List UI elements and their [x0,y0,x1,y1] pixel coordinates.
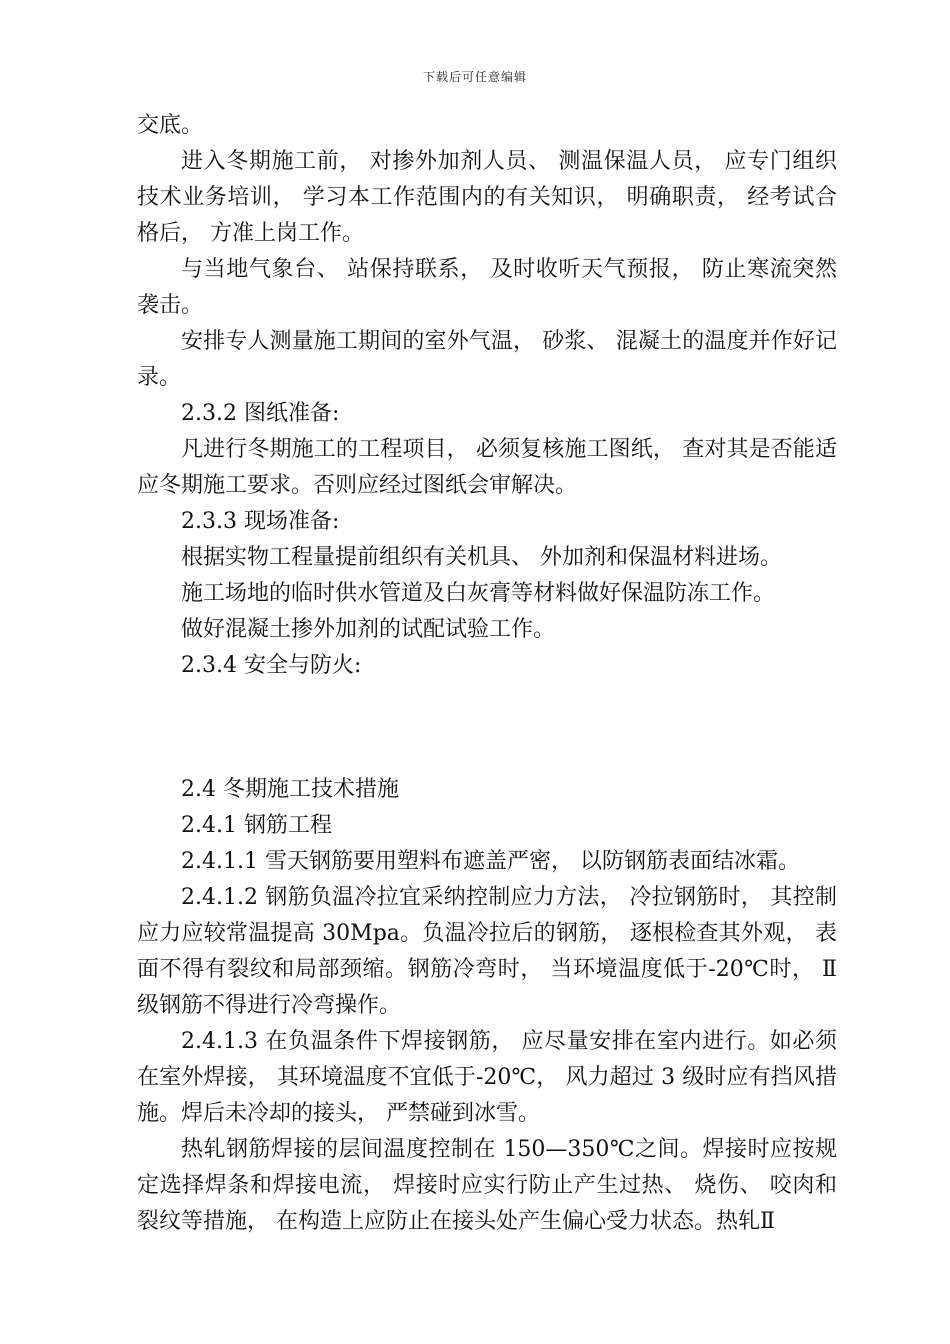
blank-space [137,684,837,772]
paragraph: 做好混凝土掺外加剂的试配试验工作。 [181,617,556,642]
paragraph: 2.4.1.1 雪天钢筋要用塑料布遮盖严密， 以防钢筋表面结冰霜。 [181,849,800,874]
page-header: 下载后可任意编辑 [422,70,527,84]
paragraph: 施工场地的临时供水管道及白灰膏等材料做好保温防冻工作。 [181,581,776,606]
section-heading: 2.4 冬期施工技术措施 [181,777,399,802]
paragraph: 安排专人测量施工期间的室外气温， 砂浆、 混凝土的温度并作好记录。 [137,329,837,390]
paragraph: 热轧钢筋焊接的层间温度控制在 150—350℃之间。焊接时应按规定选择焊条和焊接电流， 焊接时应实行防止产生过热、 烧伤、 咬肉和裂纹等措施， 在构造上应防止在接头处产生偏心受力状态。热轧Ⅱ [137,1137,837,1234]
paragraph: 交底。 [137,113,204,138]
paragraph: 凡进行冬期施工的工程项目， 必须复核施工图纸， 查对其是否能适应冬期施工要求。否则应经过图纸会审解决。 [137,437,837,498]
paragraph: 2.4.1.3 在负温条件下焊接钢筋， 应尽量安排在室内进行。如必须在室外焊接， 其环境温度不宜低于-20℃， 风力超过 3 级时应有挡风措施。焊后未冷却的接头， 严禁碰到冰雪。 [137,1029,837,1126]
paragraph: 根据实物工程量提前组织有关机具、 外加剂和保温材料进场。 [181,545,782,570]
paragraph: 与当地气象台、 站保持联系， 及时收听天气预报， 防止寒流突然袭击。 [137,257,837,318]
section-heading: 2.4.1 钢筋工程 [181,813,332,838]
paragraph: 进入冬期施工前， 对掺外加剂人员、 测温保温人员， 应专门组织技术业务培训， 学习本工作范围内的有关知识， 明确职责， 经考试合格后， 方准上岗工作。 [137,149,837,246]
section-heading: 2.3.4 安全与防火: [181,653,362,678]
section-heading: 2.3.2 图纸准备: [181,401,340,426]
section-heading: 2.3.3 现场准备: [181,509,340,534]
paragraph: 2.4.1.2 钢筋负温冷拉宜采纳控制应力方法， 冷拉钢筋时， 其控制应力应较常温提高 30Mpa。负温冷拉后的钢筋， 逐根检查其外观， 表面不得有裂纹和局部颈缩。钢筋冷弯时， 当环境温度低于-20℃时， Ⅱ 级钢筋不得进行冷弯操作。 [137,885,844,1018]
document-body [137,108,844,1240]
